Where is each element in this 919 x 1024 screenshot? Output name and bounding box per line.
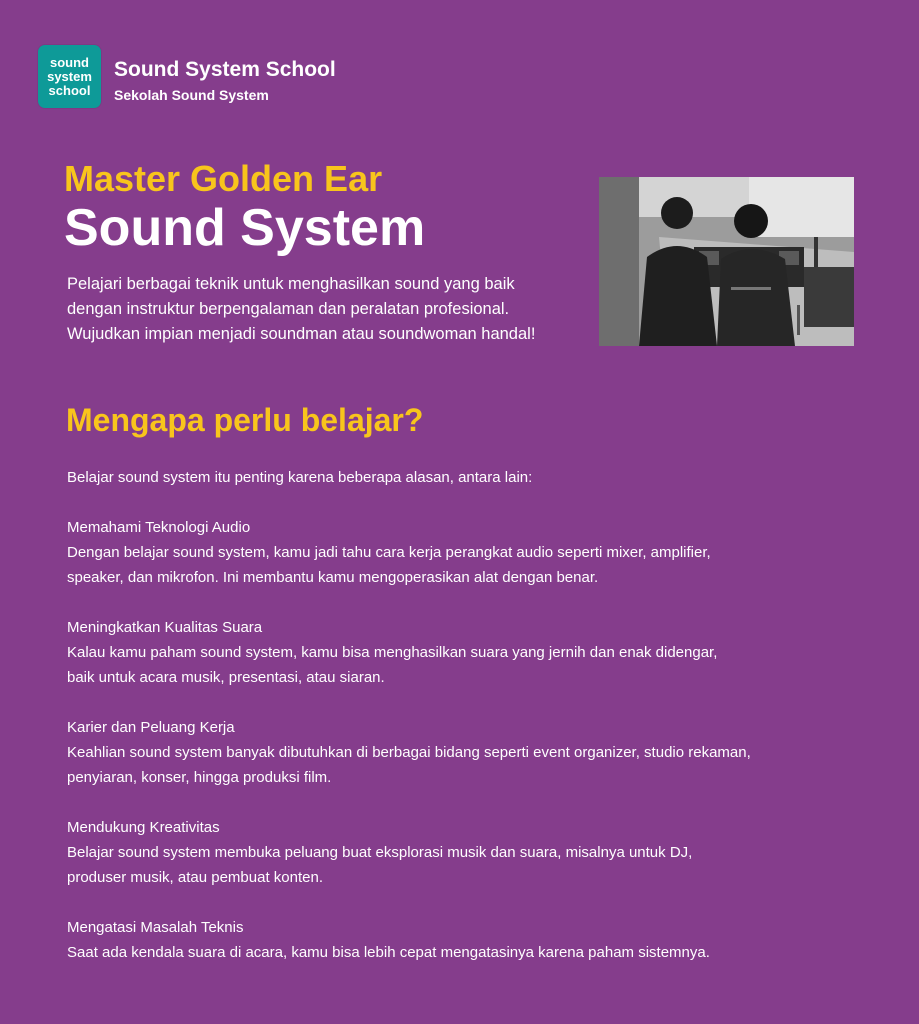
reason-heading: Mendukung Kreativitas [67, 819, 220, 836]
hero-description-line: Pelajari berbagai teknik untuk menghasilkan sound yang baik [67, 275, 515, 293]
reason-heading: Meningkatkan Kualitas Suara [67, 619, 263, 636]
reason-line: baik untuk acara musik, presentasi, atau siaran. [67, 669, 385, 686]
reason-item [67, 615, 867, 690]
reason-line: Dengan belajar sound system, kamu jadi tahu cara kerja perangkat audio seperti mixer, amplifier, [67, 544, 711, 561]
section-title: Mengapa perlu belajar? [66, 402, 424, 438]
hero-kicker: Master Golden Ear [64, 158, 383, 199]
reason-line: penyiaran, konser, hingga produksi film. [67, 769, 332, 786]
reason-line: Saat ada kendala suara di acara, kamu bisa lebih cepat mengatasinya karena paham sistemnya. [67, 944, 710, 961]
hero-description-line: Wujudkan impian menjadi soundman atau soundwoman handal! [67, 325, 536, 343]
reason-item [67, 915, 867, 965]
reason-item [67, 715, 867, 790]
logo-line-2: system [47, 68, 92, 84]
logo-line-3: school [48, 82, 91, 98]
reason-item [67, 815, 867, 890]
reason-line: Kalau kamu paham sound system, kamu bisa menghasilkan suara yang jernih dan enak didengar, [67, 644, 718, 661]
reasons-body [67, 465, 867, 990]
hero-description-line: dengan instruktur berpengalaman dan peralatan profesional. [67, 300, 510, 318]
reason-item [67, 515, 867, 590]
reason-line: speaker, dan mikrofon. Ini membantu kamu mengoperasikan alat dengan benar. [67, 569, 599, 586]
reason-heading: Mengatasi Masalah Teknis [67, 919, 244, 936]
hero-description [67, 272, 587, 347]
intro-text: Belajar sound system itu penting karena beberapa alasan, antara lain: [67, 469, 533, 486]
brand-name: Sound System School [114, 58, 336, 81]
reason-heading: Memahami Teknologi Audio [67, 519, 251, 536]
reason-line: produser musik, atau pembuat konten. [67, 869, 323, 886]
logo-line-1: sound [50, 54, 89, 70]
students-mixing-photo [599, 177, 854, 346]
photo-illustration [599, 177, 854, 346]
hero-title: Sound System [64, 199, 426, 257]
school-logo[interactable] [38, 45, 101, 108]
brand-subtitle: Sekolah Sound System [114, 87, 269, 103]
reason-line: Belajar sound system membuka peluang buat eksplorasi musik dan suara, misalnya untuk DJ, [67, 844, 693, 861]
reason-heading: Karier dan Peluang Kerja [67, 719, 235, 736]
reason-line: Keahlian sound system banyak dibutuhkan di berbagai bidang seperti event organizer, studio rekaman, [67, 744, 751, 761]
